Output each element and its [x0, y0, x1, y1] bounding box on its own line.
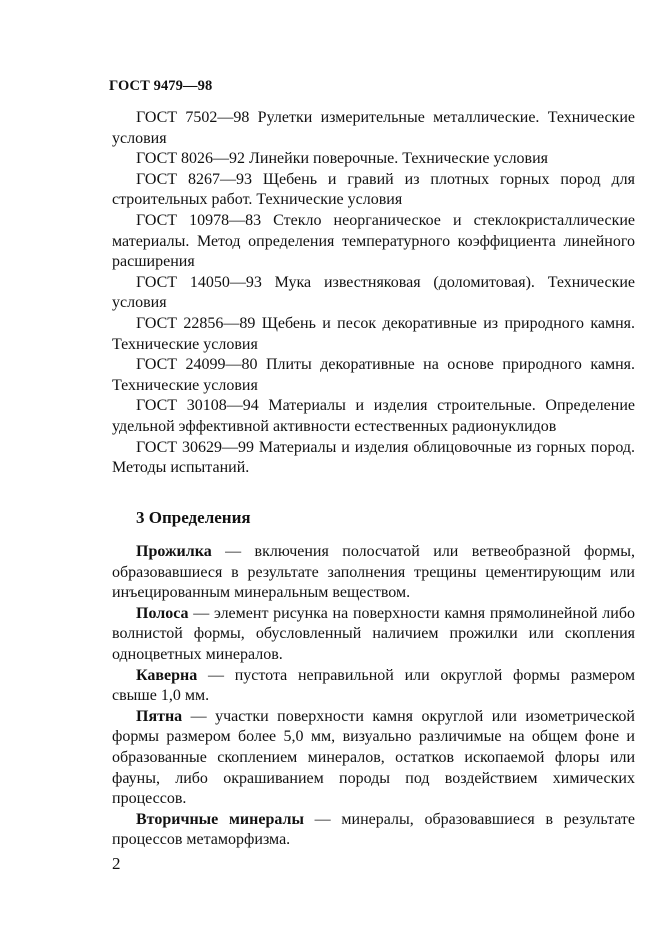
definition-item — [112, 810, 635, 851]
section-title-definitions: 3 Определения — [136, 508, 251, 527]
definition-text: — участки поверхности камня округлой или изометрической формы размером более 5,0 мм, визуально различимые на общем фоне и образованные скоплением минералов, остатков ископаемой флоры или фауны, либо окрашиванием породы под воздействием химических процессов. — [112, 707, 635, 808]
definition-item — [112, 542, 635, 604]
reference-item: ГОСТ 30108—94 Материалы и изделия строительные. Определение удельной эффективной активности естественных радионуклидов — [112, 397, 635, 435]
reference-item: ГОСТ 14050—93 Мука известняковая (доломитовая). Технические условия — [112, 273, 635, 312]
page-number: 2 — [112, 854, 121, 873]
definition-term: Прожилка — [136, 543, 212, 560]
definition-term: Полоса — [136, 604, 189, 622]
definition-text: — включения полосчатой или ветвеобразной формы, образовавшиеся в результате заполнения трещины цементирующим или инъецированным минеральным веществом. — [112, 543, 635, 602]
reference-item: ГОСТ 30629—99 Материалы и изделия облицовочные из горных пород. Методы испытаний. — [112, 438, 635, 477]
reference-item: ГОСТ 7502—98 Рулетки измерительные металлические. Технические условия — [112, 109, 635, 147]
definition-item — [112, 604, 635, 666]
reference-item: ГОСТ 8267—93 Щебень и гравий из плотных горных пород для строительных работ. Технические условия — [112, 170, 635, 209]
reference-item: ГОСТ 22856—89 Щебень и песок декоративные из природного камня. Технические условия — [112, 314, 635, 353]
page-header-standard-code: ГОСТ 9479—98 — [109, 78, 213, 94]
definition-item — [112, 666, 635, 707]
definition-item — [112, 707, 635, 810]
normative-references-list — [112, 108, 635, 479]
definition-term: Вторичные минералы — [136, 810, 304, 828]
definition-text: — элемент рисунка на поверхности камня прямолинейной либо волнистой формы, обусловленный наличием прожилки или скопления одноцветных минералов. — [112, 604, 635, 663]
reference-item: ГОСТ 10978—83 Стекло неорганическое и стеклокристаллические материалы. Метод определения температурного коэффициента линейного расширения — [112, 211, 635, 271]
definition-term: Каверна — [136, 666, 198, 684]
definitions-list — [112, 542, 635, 851]
reference-item: ГОСТ 24099—80 Плиты декоративные на основе природного камня. Технические условия — [112, 356, 635, 394]
definition-text: — минералы, образовавшиеся в результате процессов метаморфизма. — [112, 810, 635, 849]
reference-item: ГОСТ 8026—92 Линейки поверочные. Технические условия — [136, 150, 549, 168]
definition-text: — пустота неправильной или округлой формы размером свыше 1,0 мм. — [112, 666, 635, 705]
definition-term: Пятна — [136, 707, 183, 725]
